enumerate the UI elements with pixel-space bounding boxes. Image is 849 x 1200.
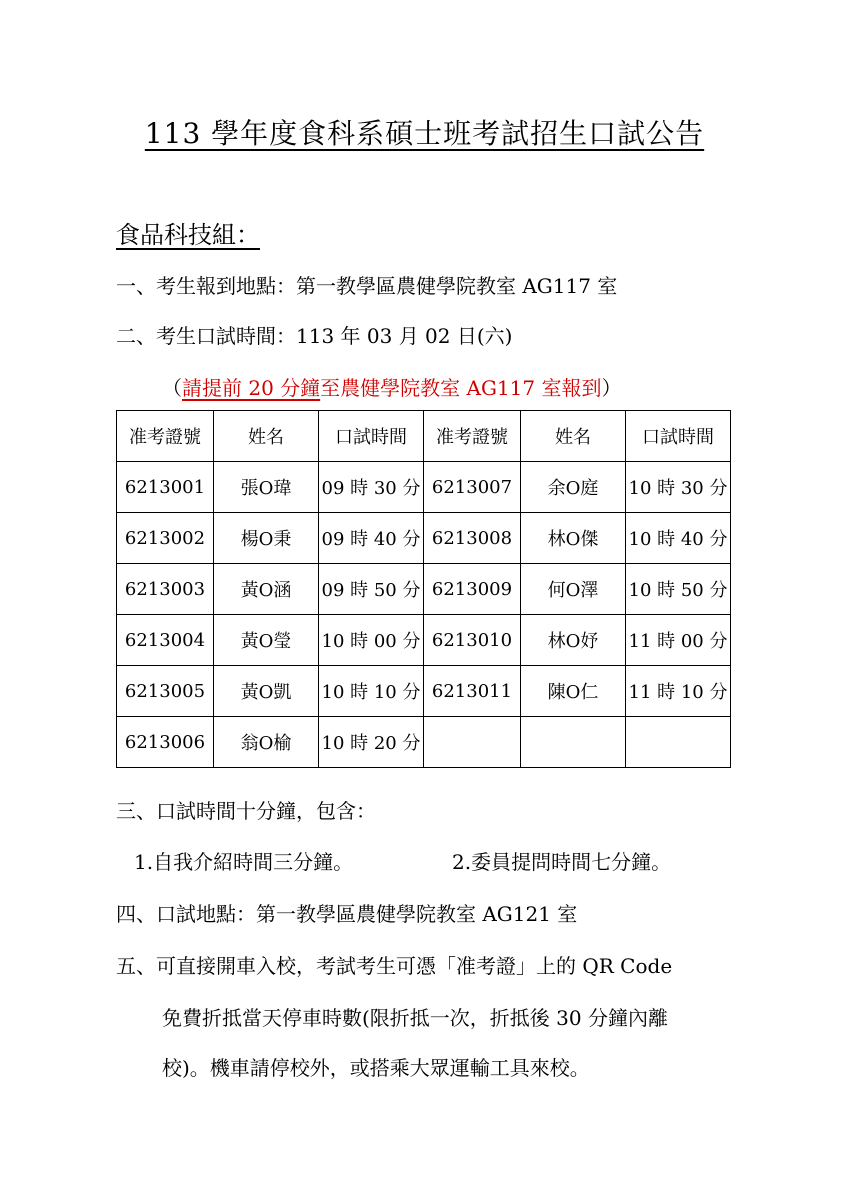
table-cell: 6213008: [424, 513, 521, 564]
table-cell: [521, 717, 626, 768]
table-cell: 6213009: [424, 564, 521, 615]
table-cell: 10 時 50 分: [626, 564, 731, 615]
table-row: [117, 666, 731, 717]
table-cell: 6213010: [424, 615, 521, 666]
table-cell: 6213002: [117, 513, 214, 564]
item-parking-line1: 五、可直接開車入校，考試考生可憑「准考證」上的 QR Code: [116, 954, 673, 978]
table-cell: 何O澤: [521, 564, 626, 615]
group-heading: 食品科技組：: [116, 221, 260, 249]
table-row: [117, 615, 731, 666]
table-cell: 林O妤: [521, 615, 626, 666]
table-cell: 張O瑋: [214, 462, 319, 513]
item-self-intro-time: 1.自我介紹時間三分鐘。: [134, 850, 354, 874]
table-cell: [626, 717, 731, 768]
item-check-in-location: [116, 270, 617, 299]
note-location: 至農健學院教室 AG117 室報到: [320, 376, 602, 400]
page-title: [0, 112, 849, 152]
item-parking-line3: 校)。機車請停校外，或搭乘大眾運輸工具來校。: [162, 1056, 590, 1080]
table-cell: 10 時 00 分: [319, 615, 424, 666]
table-cell: 翁O榆: [214, 717, 319, 768]
table-cell: 6213007: [424, 462, 521, 513]
note-close: ）: [601, 376, 622, 400]
item-committee-question-time: 2.委員提問時間七分鐘。: [452, 850, 672, 874]
table-cell: 10 時 20 分: [319, 717, 424, 768]
table-row: [117, 462, 731, 513]
table-cell: 黃O瑩: [214, 615, 319, 666]
table-cell: 余O庭: [521, 462, 626, 513]
table-cell: 10 時 30 分: [626, 462, 731, 513]
table-cell: 10 時 10 分: [319, 666, 424, 717]
item2-label: 二、考生口試時間：: [116, 324, 296, 348]
table-cell: 11 時 00 分: [626, 615, 731, 666]
header-cell: 准考證號: [117, 411, 214, 462]
table-cell: 6213005: [117, 666, 214, 717]
table-row: [117, 564, 731, 615]
item2-value: 113 年 03 月 02 日(六): [296, 324, 513, 348]
item-parking-line2: 免費折抵當天停車時數(限折抵一次，折抵後 30 分鐘內離: [162, 1006, 668, 1030]
schedule-table: [116, 410, 731, 768]
item-interview-date: [116, 320, 512, 349]
table-row: [117, 717, 731, 768]
table-cell: 09 時 50 分: [319, 564, 424, 615]
item4-label: 四、口試地點：: [116, 902, 256, 926]
header-cell: 姓名: [214, 411, 319, 462]
note-early-warning: 請提前 20 分鐘: [182, 376, 321, 400]
table-header-row: [117, 411, 731, 462]
note-open: （: [162, 376, 182, 400]
table-cell: 黃O涵: [214, 564, 319, 615]
table-cell: 6213001: [117, 462, 214, 513]
arrival-note: [162, 372, 621, 401]
table-cell: 陳O仁: [521, 666, 626, 717]
item-interview-duration: 三、口試時間十分鐘，包含：: [116, 799, 376, 823]
item4-value: 第一教學區農健學院教室 AG121 室: [256, 902, 578, 926]
table-cell: 11 時 10 分: [626, 666, 731, 717]
header-cell: 口試時間: [626, 411, 731, 462]
table-cell: 09 時 30 分: [319, 462, 424, 513]
table-row: [117, 513, 731, 564]
header-cell: 口試時間: [319, 411, 424, 462]
table-cell: 楊O秉: [214, 513, 319, 564]
item1-label: 一、考生報到地點：: [116, 274, 296, 298]
table-cell: 6213011: [424, 666, 521, 717]
header-cell: 准考證號: [424, 411, 521, 462]
header-cell: 姓名: [521, 411, 626, 462]
table-cell: 6213006: [117, 717, 214, 768]
table-cell: [424, 717, 521, 768]
table-cell: 6213003: [117, 564, 214, 615]
table-cell: 黃O凱: [214, 666, 319, 717]
table-cell: 林O傑: [521, 513, 626, 564]
title-text: 113 學年度食科系碩士班考試招生口試公告: [144, 117, 705, 150]
table-cell: 6213004: [117, 615, 214, 666]
table-cell: 09 時 40 分: [319, 513, 424, 564]
item1-value: 第一教學區農健學院教室 AG117 室: [296, 274, 618, 298]
table-cell: 10 時 40 分: [626, 513, 731, 564]
item-interview-location: [116, 898, 577, 927]
